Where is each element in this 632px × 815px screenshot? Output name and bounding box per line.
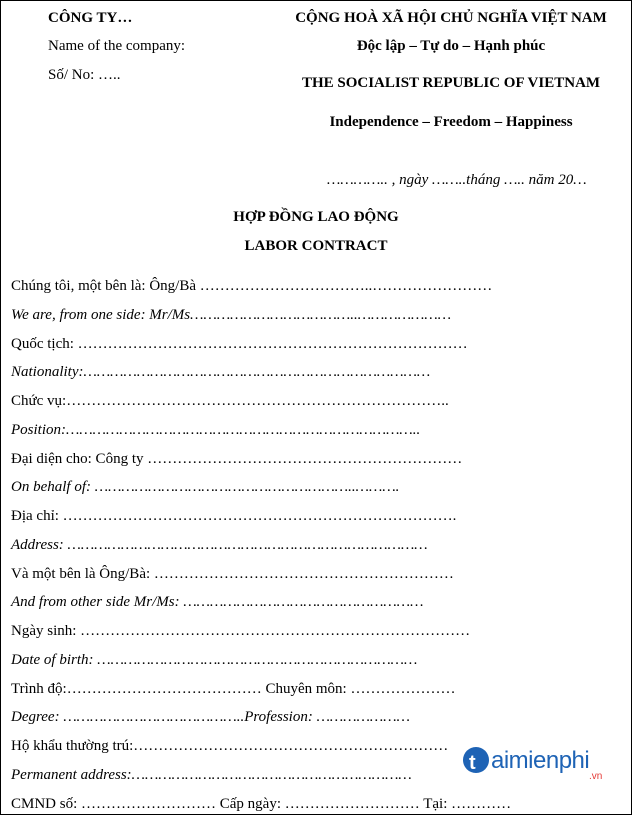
field-line: Nationality:…………………………………………………………………… [11, 364, 431, 380]
field-line: Quốc tịch: …………………………………………………………………… [11, 336, 468, 352]
field-line: We are, from one side: Mr/Ms………………………………..………………… [11, 307, 452, 323]
contract-title-en: LABOR CONTRACT [244, 238, 388, 254]
watermark-text: aimienphi [491, 747, 590, 774]
field-line: Trình độ:………………………………… Chuyên môn: ………………… [11, 681, 456, 697]
motto-vn: Độc lập – Tự do – Hạnh phúc [356, 38, 546, 54]
motto-en: Independence – Freedom – Happiness [329, 114, 573, 130]
field-line: And from other side Mr/Ms: ……………………………………………… [11, 594, 424, 610]
date-line: ………….. , ngày ……..tháng ….. năm 20… [327, 172, 587, 188]
field-line: CMND số: ……………………… Cấp ngày: ……………………… Tại: ………… [11, 796, 512, 812]
watermark-logo-icon: t [463, 747, 489, 773]
field-line: Và một bên là Ông/Bà: …………………………………………………… [11, 566, 454, 582]
field-line: Chúng tôi, một bên là: Ông/Bà ……………………………..…………………… [11, 278, 493, 294]
field-line: Hộ khẩu thường trú:……………………………………………………… [11, 738, 449, 754]
watermark-suffix: .vn [589, 771, 603, 782]
field-line: Position:…………………………………………………………………….. [11, 422, 421, 438]
taimienphi-watermark [463, 743, 613, 803]
field-line: Permanent address:……………………………………………………… [11, 767, 412, 783]
company-name-vn: CÔNG TY… [48, 10, 133, 26]
republic-title-vn: CỘNG HOÀ XÃ HỘI CHỦ NGHĨA VIỆT NAM [295, 10, 607, 26]
contract-title-vn: HỢP ĐỒNG LAO ĐỘNG [233, 209, 399, 225]
field-line: On behalf of: …………………………………………………..………. [11, 479, 400, 495]
field-line: Date of birth: ……………………………………………………………… [11, 652, 418, 668]
document-number: Số/ No: ….. [48, 67, 121, 83]
company-name-en: Name of the company: [48, 38, 186, 54]
field-line: Đại diện cho: Công ty ……………………………………………………… [11, 451, 463, 467]
field-line: Địa chỉ: ……………………………………………………………………. [11, 508, 457, 524]
republic-title-en: THE SOCIALIST REPUBLIC OF VIETNAM [301, 75, 601, 91]
field-line: Degree: …………………………………..Profession: ………………… [11, 709, 410, 725]
field-line: Chức vụ:………………………………………………………………….. [11, 393, 449, 409]
field-line: Ngày sinh: …………………………………………………………………… [11, 623, 471, 639]
field-line: Address: ……………………………………………………………………… [11, 537, 428, 553]
